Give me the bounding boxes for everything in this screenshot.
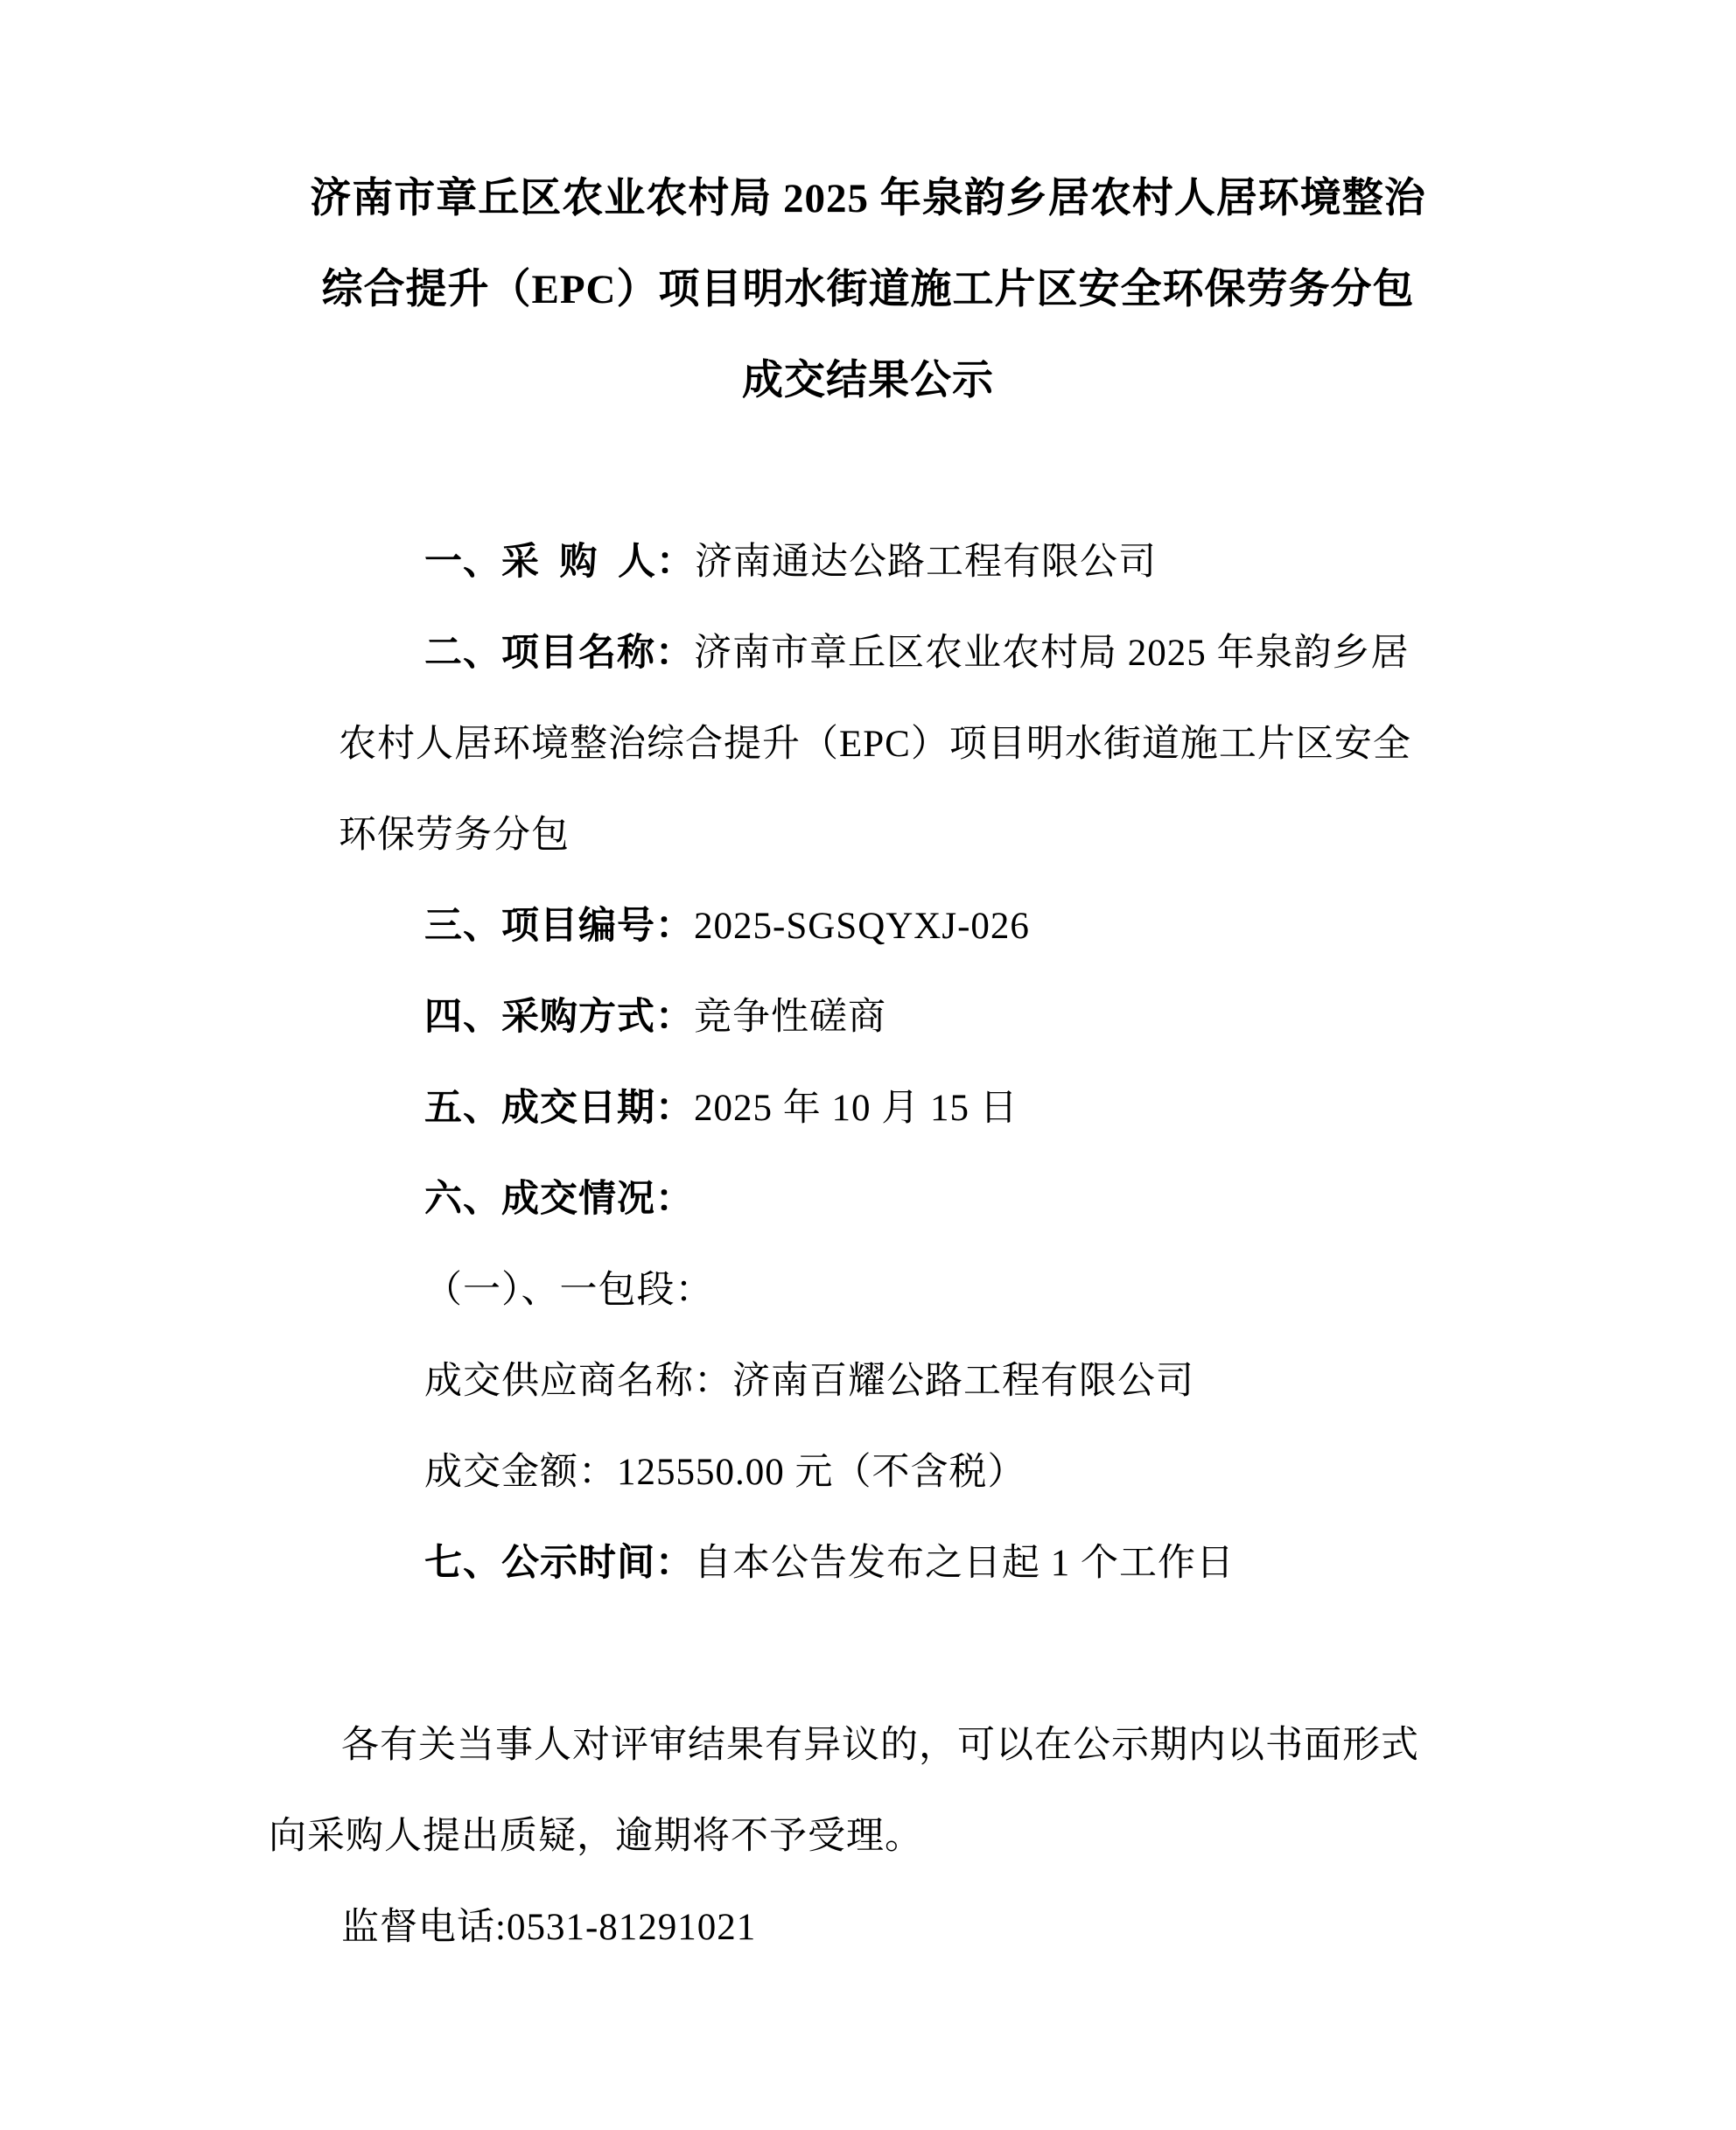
- project-name-wrap-value-2: 环保劳务分包: [339, 815, 570, 856]
- project-name-label: 二、项目名称：: [424, 633, 694, 674]
- supervision-phone-line: [0, 1882, 1736, 1973]
- supervision-phone-value: 监督电话:0531-81291021: [341, 1907, 757, 1948]
- objection-notice-value-2: 向采购人提出质疑，逾期将不予受理。: [269, 1816, 923, 1857]
- project-number-value: 2025-SGSQYXJ-026: [694, 906, 1030, 947]
- deal-date-label: 五、成交日期：: [424, 1088, 694, 1129]
- project-name-wrap-value-1: 农村人居环境整治综合提升（EPC）项目明水街道施工片区安全: [339, 724, 1411, 765]
- section-gap: [0, 1609, 1736, 1700]
- publicity-period-value: 自本公告发布之日起 1 个工作日: [694, 1543, 1235, 1584]
- objection-notice-line-2: [0, 1791, 1736, 1882]
- document-title-line-1: 济南市章丘区农业农村局 2025 年泉韵乡居农村人居环境整治: [310, 176, 1426, 221]
- project-number-label: 三、项目编号：: [424, 906, 694, 947]
- document-title-line-2: 综合提升（EPC）项目明水街道施工片区安全环保劳务分包: [321, 267, 1415, 312]
- deal-status-line: [0, 1154, 1736, 1245]
- publicity-period-line: [0, 1518, 1736, 1609]
- objection-notice-line-1: [0, 1700, 1736, 1791]
- deal-amount-line: [0, 1427, 1736, 1518]
- supplier-name-value: 成交供应商名称：济南百耀公路工程有限公司: [424, 1361, 1194, 1402]
- project-name-value: 济南市章丘区农业农村局 2025 年泉韵乡居: [694, 633, 1410, 674]
- project-name-wrap-line-1: [0, 699, 1736, 790]
- package-one-heading: [0, 1245, 1736, 1336]
- procurement-method-line: [0, 972, 1736, 1063]
- purchaser-value: 济南通达公路工程有限公司: [695, 542, 1157, 583]
- deal-date-line: [0, 1063, 1736, 1154]
- purchaser-label: 一、采 购 人：: [424, 542, 695, 583]
- package-one-heading-value: （一）、一包段：: [424, 1270, 714, 1311]
- purchaser-line: [0, 517, 1736, 608]
- deal-status-label: 六、成交情况：: [424, 1179, 694, 1220]
- document-title-line-3: 成交结果公示: [742, 358, 994, 403]
- objection-notice-value-1: 各有关当事人对评审结果有异议的，可以在公示期内以书面形式: [341, 1725, 1419, 1766]
- procurement-method-label: 四、采购方式：: [424, 997, 694, 1038]
- deal-date-value: 2025 年 10 月 15 日: [694, 1088, 1018, 1129]
- title-body-gap: [0, 426, 1736, 517]
- procurement-method-value: 竞争性磋商: [694, 997, 886, 1038]
- deal-amount-value: 成交金额：125550.00 元（不含税）: [424, 1452, 1026, 1493]
- publicity-period-label: 七、公示时间：: [424, 1543, 694, 1584]
- project-name-wrap-line-2: [0, 790, 1736, 881]
- project-number-line: [0, 881, 1736, 972]
- supplier-name-line: [0, 1336, 1736, 1427]
- project-name-line: [0, 608, 1736, 699]
